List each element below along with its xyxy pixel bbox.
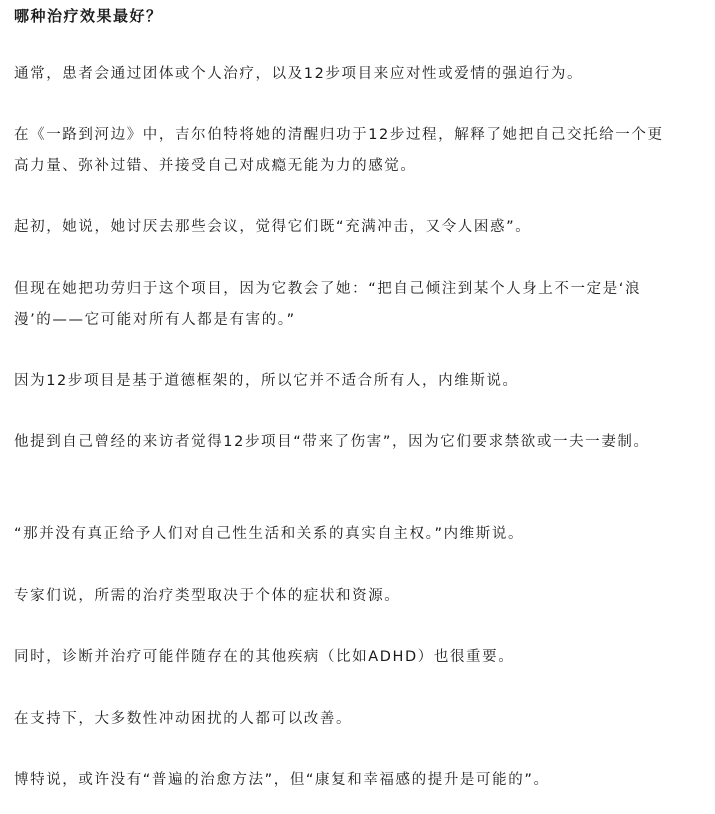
article-heading: 哪种治疗效果最好？ bbox=[14, 7, 163, 25]
paragraph-4: 但现在她把功劳归于这个项目，因为它教会了她：“把自己倾注到某个人身上不一定是‘浪漫’的——它可能对所有人都是有害的。” bbox=[14, 281, 642, 328]
paragraph-5: 因为12步项目是基于道德框架的，所以它并不适合所有人，内维斯说。 bbox=[14, 373, 519, 389]
paragraph-3: 起初，她说，她讨厌去那些会议，觉得它们既“充满冲击，又令人困惑”。 bbox=[14, 219, 532, 235]
paragraph-1: 通常，患者会通过团体或个人治疗，以及12步项目来应对性或爱情的强迫行为。 bbox=[14, 66, 584, 82]
paragraph-6: 他提到自己曾经的来访者觉得12步项目“带来了伤害”，因为它们要求禁欲或一夫一妻制。 bbox=[14, 434, 650, 450]
paragraph-2: 在《一路到河边》中，吉尔伯特将她的清醒归功于12步过程，解释了她把自己交托给一个更高力量、弥补过错、并接受自己对成瘾无能为力的感觉。 bbox=[14, 127, 664, 174]
paragraph-11: 博特说，或许没有“普遍的治愈方法”，但“康复和幸福感的提升是可能的”。 bbox=[14, 772, 550, 788]
paragraph-10: 在支持下，大多数性冲动困扰的人都可以改善。 bbox=[14, 711, 353, 727]
paragraph-8: 专家们说，所需的治疗类型取决于个体的症状和资源。 bbox=[14, 588, 401, 604]
paragraph-7: “那并没有真正给予人们对自己性生活和关系的真实自主权。”内维斯说。 bbox=[14, 526, 525, 542]
paragraph-9: 同时，诊断并治疗可能伴随存在的其他疾病（比如ADHD）也很重要。 bbox=[14, 649, 515, 665]
